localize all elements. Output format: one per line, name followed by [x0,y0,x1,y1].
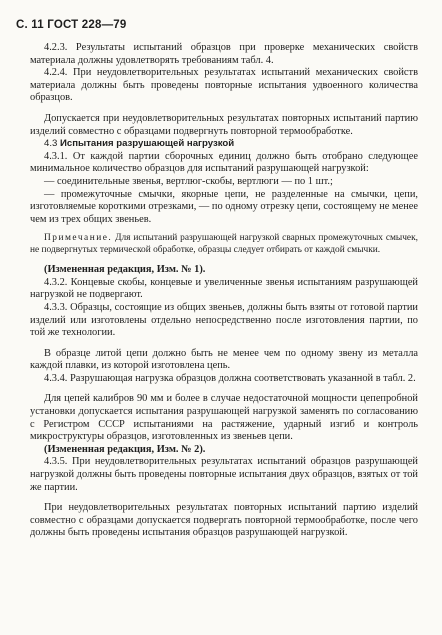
paragraph-4-2-4: 4.2.4. При неудовлетворительных результатах испытаний механических свойств материала должны быть проведены повторные испытания удвоенного количества образцов. [30,67,418,104]
paragraph-cast-chain: В образце литой цепи должно быть не менее чем по одному звену из металла каждой плавки, из которой изготовлена цепь. [30,347,418,372]
list-item: — промежуточные смычки, якорные цепи, не разделенные на смычки, цепи, изготовляемые короткими отрезками, — по одному отрезку цепи, состоящему не менее чем из трех общих звеньев. [30,188,418,225]
note [30,233,418,256]
revision-note-1: (Измененная редакция, Изм. № 1). [44,264,206,276]
paragraph-retreatment-allowed: Допускается при неудовлетворительных результатах повторных испытаний партию изделий совместно с образцами подвергнуть повторной термообработке. [30,112,418,137]
paragraph-4-3-5: 4.3.5. При неудовлетворительных результатах испытаний образцов разрушающей нагрузкой должны быть проведены повторные испытания двух образцов, взятых от той же партии. [30,456,418,493]
note-text: Для испытаний разрушающей нагрузкой сварных промежуточных смычек, не подвергнутых термической обработке, образцы следует отбирать от каждой смычки. [30,233,418,255]
sample-list [30,176,418,226]
paragraph-4-3-2: 4.3.2. Концевые скобы, концевые и увеличенные звенья испытаниям разрушающей нагрузкой не подвергают. [30,276,418,301]
revision-note-2: (Измененная редакция, Изм. № 2). [44,443,206,455]
section-title: Испытания разрушающей нагрузкой [60,138,235,150]
page-header: С. 11 ГОСТ 228—79 [16,19,127,31]
note-lead: Примечание. [44,233,113,244]
paragraph-4-3-3: 4.3.3. Образцы, состоящие из общих звеньев, должны быть взяты от готовой партии изделий или изготовлены отдельно непосредственно после изготовления партии, по той же технологии. [30,301,418,339]
list-item: — соединительные звенья, вертлюг-скобы, вертлюги — по 1 шт.; [44,175,333,187]
paragraph-4-3-1: 4.3.1. От каждой партии сборочных единиц должно быть отобрано следующее минимальное количество образцов для испытаний разрушающей нагрузкой: [30,150,418,175]
document-body [30,42,418,540]
paragraph-repeat-retreatment: При неудовлетворительных результатах повторных испытаний партию изделий совместно с образцами допускается подвергать повторной термообработке, после чего должны быть проведены испытания образцов разрушающей нагрузкой. [30,502,418,539]
paragraph-4-3-4: 4.3.4. Разрушающая нагрузка образцов должна соответствовать указанной в табл. 2. [44,372,416,384]
section-number: 4.3 [44,138,58,150]
paragraph-large-calibers: Для цепей калибров 90 мм и более в случае недостаточной мощности цепепробной установки допускается испытания разрушающей нагрузкой заменять по согласованию с Регистром СССР испытаниями на растяжение, ударный изгиб и контроль микроструктуры образцов, изготовленных из звеньев цепи. [30,393,418,443]
paragraph-4-2-3: 4.2.3. Результаты испытаний образцов при проверке механических свойств материала должны удовлетворять требованиям табл. 4. [30,42,418,66]
section-heading-4-3 [30,138,418,151]
